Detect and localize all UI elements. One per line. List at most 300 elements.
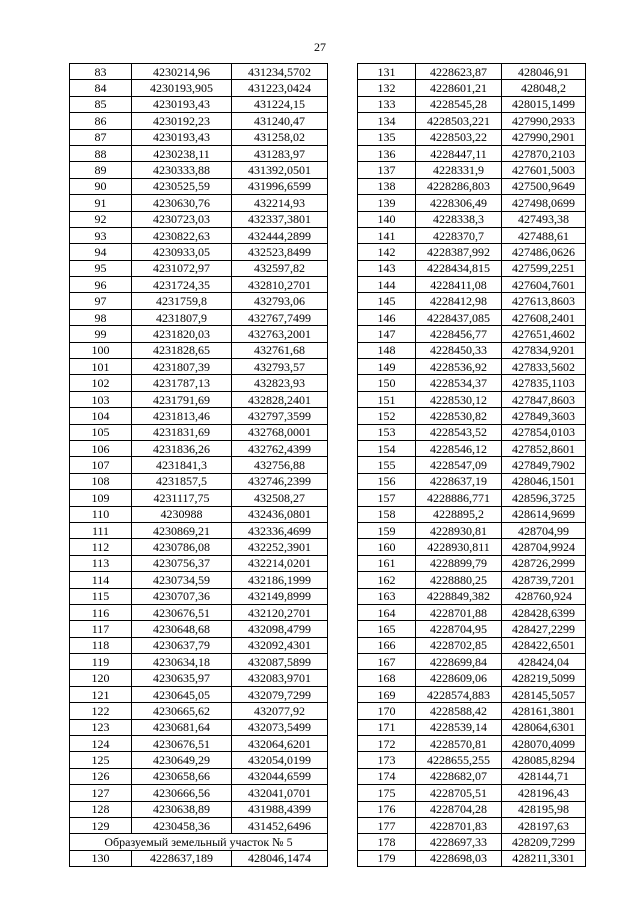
y-coordinate-cell: 432087,5899 — [232, 654, 328, 670]
x-coordinate-cell: 4228899,79 — [416, 555, 502, 571]
y-coordinate-cell: 428046,1474 — [232, 850, 328, 866]
x-coordinate-cell: 4228545,28 — [416, 96, 502, 112]
point-number-cell: 139 — [358, 195, 416, 211]
table-row — [358, 555, 586, 571]
point-number-cell: 110 — [70, 506, 132, 522]
x-coordinate-cell: 4230333,88 — [132, 162, 232, 178]
point-number-cell: 175 — [358, 785, 416, 801]
x-coordinate-cell: 4228886,771 — [416, 490, 502, 506]
table-row — [70, 80, 328, 96]
y-coordinate-cell: 427847,8603 — [502, 391, 586, 407]
table-row — [358, 391, 586, 407]
x-coordinate-cell: 4230676,51 — [132, 604, 232, 620]
table-row — [358, 736, 586, 752]
table-row — [70, 195, 328, 211]
y-coordinate-cell: 427835,1103 — [502, 375, 586, 391]
table-row — [358, 244, 586, 260]
y-coordinate-cell: 432768,0001 — [232, 424, 328, 440]
table-row — [70, 604, 328, 620]
y-coordinate-cell: 427493,38 — [502, 211, 586, 227]
y-coordinate-cell: 432597,82 — [232, 260, 328, 276]
y-coordinate-cell: 428048,2 — [502, 80, 586, 96]
point-number-cell: 169 — [358, 686, 416, 702]
x-coordinate-cell: 4228338,3 — [416, 211, 502, 227]
point-number-cell: 87 — [70, 129, 132, 145]
x-coordinate-cell: 4230756,37 — [132, 555, 232, 571]
table-row — [358, 621, 586, 637]
point-number-cell: 132 — [358, 80, 416, 96]
table-row — [70, 64, 328, 80]
x-coordinate-cell: 4230193,43 — [132, 129, 232, 145]
y-coordinate-cell: 432044,6599 — [232, 768, 328, 784]
x-coordinate-cell: 4230193,43 — [132, 96, 232, 112]
point-number-cell: 100 — [70, 342, 132, 358]
table-row — [358, 80, 586, 96]
y-coordinate-cell: 428424,04 — [502, 654, 586, 670]
table-row — [70, 850, 328, 866]
table-row — [358, 572, 586, 588]
point-number-cell: 88 — [70, 145, 132, 161]
table-row — [358, 195, 586, 211]
table-row — [70, 506, 328, 522]
point-number-cell: 152 — [358, 408, 416, 424]
table-row — [358, 522, 586, 538]
coordinates-table-right — [357, 63, 586, 867]
x-coordinate-cell: 4228601,21 — [416, 80, 502, 96]
x-coordinate-cell: 4231836,26 — [132, 440, 232, 456]
y-coordinate-cell: 432252,3901 — [232, 539, 328, 555]
point-number-cell: 166 — [358, 637, 416, 653]
x-coordinate-cell: 4230637,79 — [132, 637, 232, 653]
point-number-cell: 98 — [70, 309, 132, 325]
x-coordinate-cell: 4230658,66 — [132, 768, 232, 784]
x-coordinate-cell: 4228570,81 — [416, 736, 502, 752]
point-number-cell: 101 — [70, 359, 132, 375]
point-number-cell: 95 — [70, 260, 132, 276]
table-row — [70, 178, 328, 194]
point-number-cell: 112 — [70, 539, 132, 555]
x-coordinate-cell: 4228450,33 — [416, 342, 502, 358]
point-number-cell: 155 — [358, 457, 416, 473]
x-coordinate-cell: 4228503,22 — [416, 129, 502, 145]
table-row — [358, 834, 586, 850]
table-row — [70, 637, 328, 653]
y-coordinate-cell: 428197,63 — [502, 817, 586, 833]
point-number-cell: 118 — [70, 637, 132, 653]
point-number-cell: 157 — [358, 490, 416, 506]
y-coordinate-cell: 428046,91 — [502, 64, 586, 80]
table-row — [358, 457, 586, 473]
x-coordinate-cell: 4228701,83 — [416, 817, 502, 833]
table-row — [70, 113, 328, 129]
table-row — [358, 637, 586, 653]
x-coordinate-cell: 4228637,19 — [416, 473, 502, 489]
y-coordinate-cell: 431392,0501 — [232, 162, 328, 178]
y-coordinate-cell: 427852,8601 — [502, 440, 586, 456]
table-row — [70, 801, 328, 817]
y-coordinate-cell: 432761,68 — [232, 342, 328, 358]
point-number-cell: 124 — [70, 736, 132, 752]
table-row — [70, 277, 328, 293]
point-number-cell: 94 — [70, 244, 132, 260]
table-row — [70, 817, 328, 833]
x-coordinate-cell: 4230238,11 — [132, 145, 232, 161]
table-row — [358, 260, 586, 276]
table-row — [70, 145, 328, 161]
x-coordinate-cell: 4231807,39 — [132, 359, 232, 375]
y-coordinate-cell: 432092,4301 — [232, 637, 328, 653]
x-coordinate-cell: 4228702,85 — [416, 637, 502, 653]
y-coordinate-cell: 432083,9701 — [232, 670, 328, 686]
y-coordinate-cell: 432763,2001 — [232, 326, 328, 342]
table-row — [70, 752, 328, 768]
y-coordinate-cell: 432823,93 — [232, 375, 328, 391]
x-coordinate-cell: 4231117,75 — [132, 490, 232, 506]
table-row — [358, 424, 586, 440]
section-row — [70, 834, 328, 850]
y-coordinate-cell: 431224,15 — [232, 96, 328, 112]
y-coordinate-cell: 431988,4399 — [232, 801, 328, 817]
table-row — [358, 178, 586, 194]
point-number-cell: 172 — [358, 736, 416, 752]
y-coordinate-cell: 427990,2901 — [502, 129, 586, 145]
table-row — [358, 490, 586, 506]
x-coordinate-cell: 4230635,97 — [132, 670, 232, 686]
point-number-cell: 96 — [70, 277, 132, 293]
table-row — [358, 752, 586, 768]
page-number: 27 — [314, 40, 326, 54]
x-coordinate-cell: 4228530,12 — [416, 391, 502, 407]
x-coordinate-cell: 4228895,2 — [416, 506, 502, 522]
point-number-cell: 113 — [70, 555, 132, 571]
y-coordinate-cell: 428726,2999 — [502, 555, 586, 571]
point-number-cell: 179 — [358, 850, 416, 866]
table-row — [358, 817, 586, 833]
x-coordinate-cell: 4230723,03 — [132, 211, 232, 227]
x-coordinate-cell: 4230193,905 — [132, 80, 232, 96]
y-coordinate-cell: 427488,61 — [502, 227, 586, 243]
table-row — [70, 539, 328, 555]
x-coordinate-cell: 4228503,221 — [416, 113, 502, 129]
y-coordinate-cell: 428196,43 — [502, 785, 586, 801]
table-row — [358, 768, 586, 784]
y-coordinate-cell: 432186,1999 — [232, 572, 328, 588]
x-coordinate-cell: 4228698,03 — [416, 850, 502, 866]
table-row — [70, 670, 328, 686]
point-number-cell: 85 — [70, 96, 132, 112]
y-coordinate-cell: 427486,0626 — [502, 244, 586, 260]
point-number-cell: 134 — [358, 113, 416, 129]
point-number-cell: 114 — [70, 572, 132, 588]
point-number-cell: 161 — [358, 555, 416, 571]
y-coordinate-cell: 427849,7902 — [502, 457, 586, 473]
x-coordinate-cell: 4228437,085 — [416, 309, 502, 325]
y-coordinate-cell: 427849,3603 — [502, 408, 586, 424]
table-row — [358, 850, 586, 866]
x-coordinate-cell: 4231820,03 — [132, 326, 232, 342]
y-coordinate-cell: 432214,0201 — [232, 555, 328, 571]
y-coordinate-cell: 432828,2401 — [232, 391, 328, 407]
table-row — [70, 473, 328, 489]
x-coordinate-cell: 4231813,46 — [132, 408, 232, 424]
table-row — [70, 654, 328, 670]
table-row — [70, 457, 328, 473]
table-row — [358, 359, 586, 375]
table-row — [358, 96, 586, 112]
table-row — [70, 785, 328, 801]
y-coordinate-cell: 428704,99 — [502, 522, 586, 538]
table-row — [358, 129, 586, 145]
y-coordinate-cell: 428739,7201 — [502, 572, 586, 588]
x-coordinate-cell: 4228930,811 — [416, 539, 502, 555]
x-coordinate-cell: 4228534,37 — [416, 375, 502, 391]
point-number-cell: 107 — [70, 457, 132, 473]
x-coordinate-cell: 4228682,07 — [416, 768, 502, 784]
x-coordinate-cell: 4228434,815 — [416, 260, 502, 276]
y-coordinate-cell: 432041,0701 — [232, 785, 328, 801]
y-coordinate-cell: 427613,8603 — [502, 293, 586, 309]
x-coordinate-cell: 4228623,87 — [416, 64, 502, 80]
y-coordinate-cell: 432054,0199 — [232, 752, 328, 768]
y-coordinate-cell: 432079,7299 — [232, 686, 328, 702]
x-coordinate-cell: 4230525,59 — [132, 178, 232, 194]
y-coordinate-cell: 427651,4602 — [502, 326, 586, 342]
y-coordinate-cell: 428070,4099 — [502, 736, 586, 752]
point-number-cell: 174 — [358, 768, 416, 784]
x-coordinate-cell: 4230192,23 — [132, 113, 232, 129]
y-coordinate-cell: 432746,2399 — [232, 473, 328, 489]
y-coordinate-cell: 428596,3725 — [502, 490, 586, 506]
table-row — [358, 293, 586, 309]
y-coordinate-cell: 428085,8294 — [502, 752, 586, 768]
table-row — [358, 145, 586, 161]
x-coordinate-cell: 4228370,7 — [416, 227, 502, 243]
point-number-cell: 140 — [358, 211, 416, 227]
x-coordinate-cell: 4228456,77 — [416, 326, 502, 342]
table-row — [358, 113, 586, 129]
point-number-cell: 145 — [358, 293, 416, 309]
y-coordinate-cell: 431240,47 — [232, 113, 328, 129]
point-number-cell: 168 — [358, 670, 416, 686]
point-number-cell: 153 — [358, 424, 416, 440]
y-coordinate-cell: 428211,3301 — [502, 850, 586, 866]
section-label: Образуемый земельный участок № 5 — [70, 834, 328, 850]
table-row — [70, 359, 328, 375]
x-coordinate-cell: 4230666,56 — [132, 785, 232, 801]
point-number-cell: 165 — [358, 621, 416, 637]
x-coordinate-cell: 4230786,08 — [132, 539, 232, 555]
table-row — [70, 719, 328, 735]
point-number-cell: 159 — [358, 522, 416, 538]
x-coordinate-cell: 4231791,69 — [132, 391, 232, 407]
point-number-cell: 105 — [70, 424, 132, 440]
table-row — [70, 686, 328, 702]
y-coordinate-cell: 432120,2701 — [232, 604, 328, 620]
x-coordinate-cell: 4228704,28 — [416, 801, 502, 817]
point-number-cell: 148 — [358, 342, 416, 358]
x-coordinate-cell: 4231831,69 — [132, 424, 232, 440]
y-coordinate-cell: 428422,6501 — [502, 637, 586, 653]
x-coordinate-cell: 4230665,62 — [132, 703, 232, 719]
table-row — [358, 277, 586, 293]
x-coordinate-cell: 4228539,14 — [416, 719, 502, 735]
x-coordinate-cell: 4230638,89 — [132, 801, 232, 817]
table-row — [70, 342, 328, 358]
point-number-cell: 171 — [358, 719, 416, 735]
point-number-cell: 116 — [70, 604, 132, 620]
table-row — [358, 654, 586, 670]
x-coordinate-cell: 4231724,35 — [132, 277, 232, 293]
x-coordinate-cell: 4228655,255 — [416, 752, 502, 768]
y-coordinate-cell: 428428,6399 — [502, 604, 586, 620]
point-number-cell: 123 — [70, 719, 132, 735]
point-number-cell: 163 — [358, 588, 416, 604]
y-coordinate-cell: 427833,5602 — [502, 359, 586, 375]
table-row — [358, 785, 586, 801]
y-coordinate-cell: 427500,9649 — [502, 178, 586, 194]
y-coordinate-cell: 432756,88 — [232, 457, 328, 473]
table-row — [358, 64, 586, 80]
x-coordinate-cell: 4228546,12 — [416, 440, 502, 456]
y-coordinate-cell: 427604,7601 — [502, 277, 586, 293]
x-coordinate-cell: 4230458,36 — [132, 817, 232, 833]
x-coordinate-cell: 4228412,98 — [416, 293, 502, 309]
y-coordinate-cell: 428614,9699 — [502, 506, 586, 522]
x-coordinate-cell: 4228880,25 — [416, 572, 502, 588]
point-number-cell: 176 — [358, 801, 416, 817]
table-row — [70, 522, 328, 538]
point-number-cell: 130 — [70, 850, 132, 866]
x-coordinate-cell: 4230648,68 — [132, 621, 232, 637]
point-number-cell: 115 — [70, 588, 132, 604]
point-number-cell: 129 — [70, 817, 132, 833]
y-coordinate-cell: 427498,0699 — [502, 195, 586, 211]
point-number-cell: 173 — [358, 752, 416, 768]
point-number-cell: 147 — [358, 326, 416, 342]
table-row — [358, 211, 586, 227]
table-row — [70, 768, 328, 784]
point-number-cell: 102 — [70, 375, 132, 391]
point-number-cell: 84 — [70, 80, 132, 96]
x-coordinate-cell: 4228699,84 — [416, 654, 502, 670]
point-number-cell: 178 — [358, 834, 416, 850]
y-coordinate-cell: 428144,71 — [502, 768, 586, 784]
x-coordinate-cell: 4228704,95 — [416, 621, 502, 637]
x-coordinate-cell: 4231759,8 — [132, 293, 232, 309]
x-coordinate-cell: 4228306,49 — [416, 195, 502, 211]
point-number-cell: 170 — [358, 703, 416, 719]
y-coordinate-cell: 427990,2933 — [502, 113, 586, 129]
table-row — [70, 555, 328, 571]
x-coordinate-cell: 4230822,63 — [132, 227, 232, 243]
y-coordinate-cell: 432444,2899 — [232, 227, 328, 243]
point-number-cell: 121 — [70, 686, 132, 702]
point-number-cell: 136 — [358, 145, 416, 161]
point-number-cell: 120 — [70, 670, 132, 686]
point-number-cell: 146 — [358, 309, 416, 325]
x-coordinate-cell: 4228387,992 — [416, 244, 502, 260]
y-coordinate-cell: 428760,924 — [502, 588, 586, 604]
point-number-cell: 89 — [70, 162, 132, 178]
x-coordinate-cell: 4230988 — [132, 506, 232, 522]
point-number-cell: 106 — [70, 440, 132, 456]
x-coordinate-cell: 4228543,52 — [416, 424, 502, 440]
point-number-cell: 125 — [70, 752, 132, 768]
point-number-cell: 103 — [70, 391, 132, 407]
point-number-cell: 127 — [70, 785, 132, 801]
x-coordinate-cell: 4231828,65 — [132, 342, 232, 358]
point-number-cell: 97 — [70, 293, 132, 309]
table-row — [70, 244, 328, 260]
x-coordinate-cell: 4228331,9 — [416, 162, 502, 178]
table-row — [70, 621, 328, 637]
table-row — [358, 473, 586, 489]
x-coordinate-cell: 4230630,76 — [132, 195, 232, 211]
point-number-cell: 108 — [70, 473, 132, 489]
table-row — [70, 490, 328, 506]
table-row — [70, 440, 328, 456]
x-coordinate-cell: 4231857,5 — [132, 473, 232, 489]
y-coordinate-cell: 432793,06 — [232, 293, 328, 309]
y-coordinate-cell: 432523,8499 — [232, 244, 328, 260]
point-number-cell: 104 — [70, 408, 132, 424]
table-row — [358, 375, 586, 391]
y-coordinate-cell: 432810,2701 — [232, 277, 328, 293]
table-row — [70, 162, 328, 178]
y-coordinate-cell: 432436,0801 — [232, 506, 328, 522]
table-row — [358, 506, 586, 522]
x-coordinate-cell: 4228637,189 — [132, 850, 232, 866]
point-number-cell: 154 — [358, 440, 416, 456]
table-row — [358, 670, 586, 686]
x-coordinate-cell: 4228447,11 — [416, 145, 502, 161]
point-number-cell: 150 — [358, 375, 416, 391]
y-coordinate-cell: 432793,57 — [232, 359, 328, 375]
y-coordinate-cell: 431258,02 — [232, 129, 328, 145]
x-coordinate-cell: 4230214,96 — [132, 64, 232, 80]
table-row — [70, 211, 328, 227]
y-coordinate-cell: 432077,92 — [232, 703, 328, 719]
table-row — [358, 703, 586, 719]
coordinates-table-left — [69, 63, 328, 867]
table-row — [358, 539, 586, 555]
point-number-cell: 177 — [358, 817, 416, 833]
x-coordinate-cell: 4228588,42 — [416, 703, 502, 719]
point-number-cell: 144 — [358, 277, 416, 293]
table-row — [70, 588, 328, 604]
table-row — [70, 408, 328, 424]
y-coordinate-cell: 428064,6301 — [502, 719, 586, 735]
point-number-cell: 119 — [70, 654, 132, 670]
y-coordinate-cell: 428161,3801 — [502, 703, 586, 719]
table-row — [358, 801, 586, 817]
x-coordinate-cell: 4231807,9 — [132, 309, 232, 325]
point-number-cell: 141 — [358, 227, 416, 243]
point-number-cell: 111 — [70, 522, 132, 538]
x-coordinate-cell: 4231072,97 — [132, 260, 232, 276]
point-number-cell: 156 — [358, 473, 416, 489]
y-coordinate-cell: 432762,4399 — [232, 440, 328, 456]
table-row — [358, 588, 586, 604]
x-coordinate-cell: 4230681,64 — [132, 719, 232, 735]
x-coordinate-cell: 4228547,09 — [416, 457, 502, 473]
point-number-cell: 99 — [70, 326, 132, 342]
point-number-cell: 151 — [358, 391, 416, 407]
point-number-cell: 160 — [358, 539, 416, 555]
point-number-cell: 83 — [70, 64, 132, 80]
point-number-cell: 162 — [358, 572, 416, 588]
x-coordinate-cell: 4228574,883 — [416, 686, 502, 702]
